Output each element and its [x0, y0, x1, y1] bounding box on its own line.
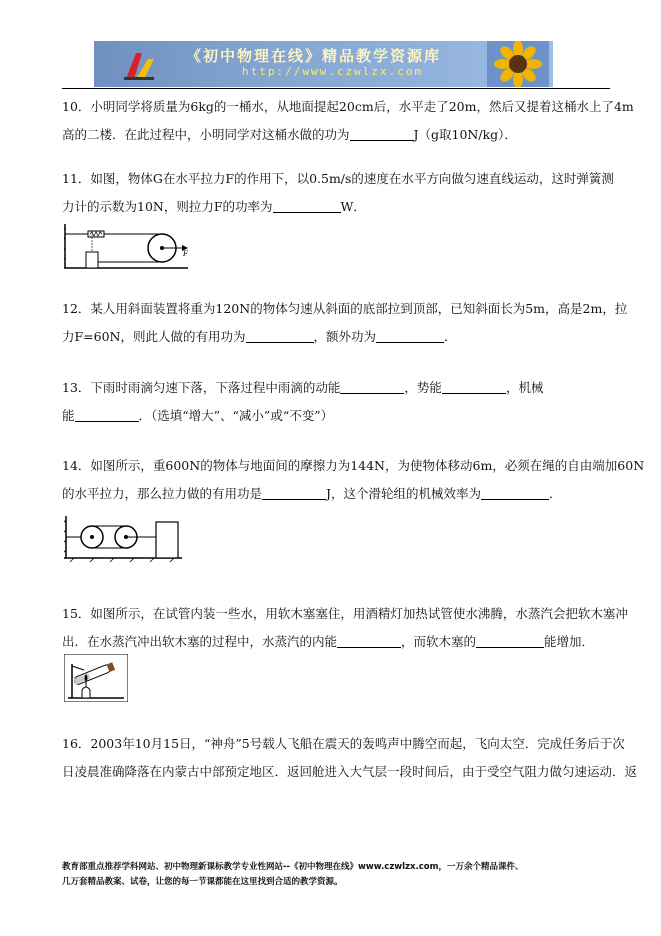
site-title: 《初中物理在线》精品教学资源库: [186, 47, 442, 65]
answer-blank[interactable]: [350, 124, 414, 141]
question-text: 13．下雨时雨滴匀速下落，下落过程中雨滴的动能 ，势能 ，机械: [62, 374, 602, 402]
question-10: [62, 93, 634, 149]
answer-blank[interactable]: [442, 377, 506, 394]
answer-blank[interactable]: [262, 483, 326, 500]
question-13: [62, 374, 602, 430]
question-text: 力F=60N，则此人做的有用功为 ，额外功为 ．: [62, 323, 602, 351]
question-14: [62, 452, 645, 508]
question-text: 高的二楼．在此过程中，小明同学对这桶水做的功为 J（g取10N/kg）．: [62, 121, 602, 149]
question-text: 力计的示数为10N，则拉力F的功率为 W．: [62, 193, 602, 221]
answer-blank[interactable]: [75, 405, 139, 422]
answer-blank[interactable]: [376, 326, 444, 343]
question-text: 出．在水蒸汽冲出软木塞的过程中，水蒸汽的内能 ，而软木塞的 能增加．: [62, 628, 602, 656]
page-footer: [62, 860, 610, 890]
answer-blank[interactable]: [476, 631, 544, 648]
answer-blank[interactable]: [273, 196, 341, 213]
question-16: [62, 730, 638, 786]
question-text: 14．如图所示，重600N的物体与地面间的摩擦力为144N，为使物体移动6m，必须在绳的自由端加60N: [62, 458, 645, 473]
footer-line: 教育部重点推荐学科网站、初中物理新课标教学专业性网站--《初中物理在线》www.czwlzx.com，一万余个精品课件、: [62, 862, 524, 872]
test-tube-heating-figure: [64, 654, 128, 702]
question-text: 的水平拉力，那么拉力做的有用功是 J，这个滑轮组的机械效率为 ．: [62, 480, 602, 508]
answer-blank[interactable]: [340, 377, 404, 394]
site-logo-icon: [122, 49, 156, 81]
question-11: [62, 165, 614, 221]
site-url[interactable]: http://www.czwlzx.com: [242, 65, 424, 78]
question-15: [62, 600, 628, 656]
footer-line: 几万套精品教案、试卷，让您的每一节课都能在这里找到合适的教学资源。: [62, 877, 343, 887]
question-text: 日凌晨准确降落在内蒙古中部预定地区．返回舱进入大气层一段时间后，由于受空气阻力做匀速运动．返: [62, 764, 638, 779]
question-text: 12．某人用斜面装置将重为120N的物体匀速从斜面的底部拉到顶部，已知斜面长为5m，高是2m，拉: [62, 301, 628, 316]
answer-blank[interactable]: [481, 483, 549, 500]
pulley-block-figure: [64, 512, 184, 562]
header-banner: [94, 41, 553, 87]
question-12: [62, 295, 628, 351]
question-text: 16．2003年10月15日，“神舟”5号载人飞船在震天的轰鸣声中腾空而起，飞向太空．完成任务后于次: [62, 736, 625, 751]
force-label: F: [183, 250, 188, 258]
answer-blank[interactable]: [246, 326, 314, 343]
answer-blank[interactable]: [337, 631, 401, 648]
question-text: 10．小明同学将质量为6kg的一桶水，从地面提起20cm后，水平走了20m，然后又提着这桶水上了4m: [62, 99, 634, 114]
header-divider: [62, 88, 610, 89]
question-text: 15．如图所示，在试管内装一些水，用软木塞塞住，用酒精灯加热试管使水沸腾，水蒸汽会把软木塞冲: [62, 606, 628, 621]
sunflower-icon: [487, 41, 549, 87]
spring-scale-pulley-figure: [64, 222, 190, 270]
question-text: 能 ．（选填“增大”、“减小”或“不变”）: [62, 402, 602, 430]
question-text: 11．如图，物体G在水平拉力F的作用下，以0.5m/s的速度在水平方向做匀速直线运动，这时弹簧测: [62, 171, 614, 186]
